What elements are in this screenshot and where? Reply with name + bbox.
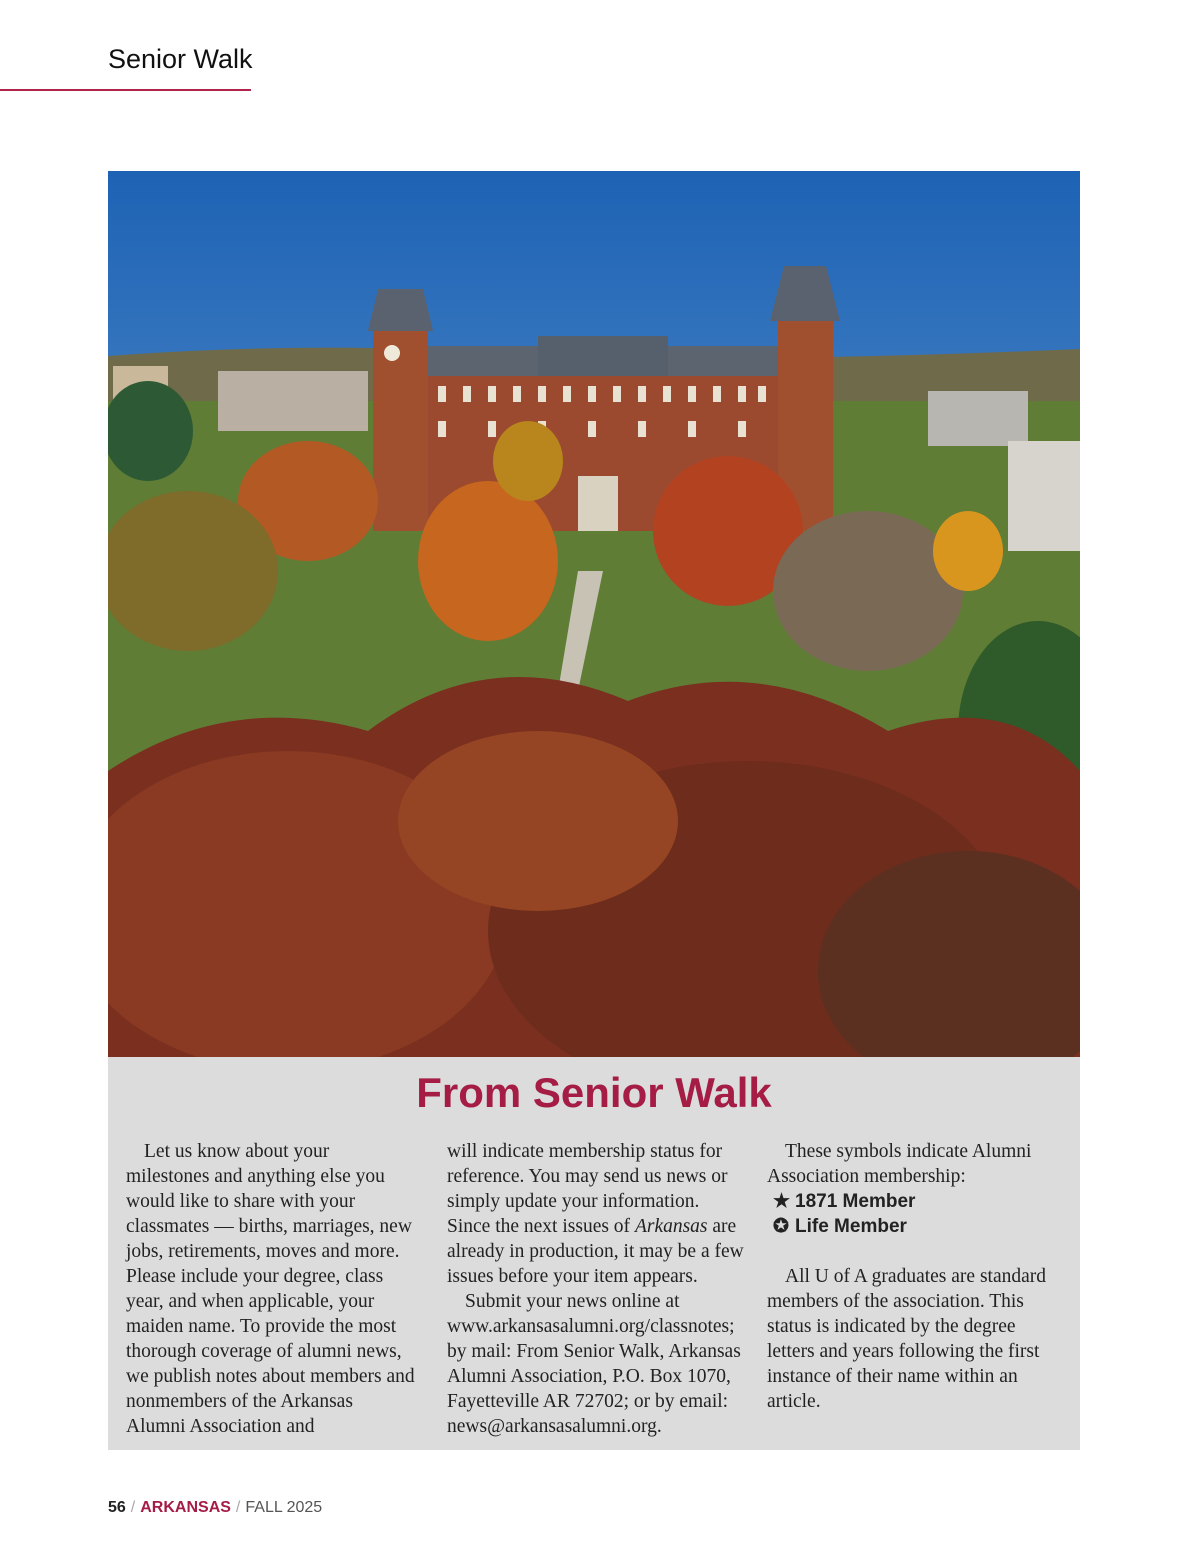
magazine-name: ARKANSAS bbox=[140, 1499, 231, 1516]
symbols-intro: These symbols indicate Alumni Association membership: bbox=[767, 1141, 1032, 1187]
star-icon: ★ bbox=[773, 1191, 791, 1212]
class-notes-info-box bbox=[108, 1057, 1080, 1450]
symbol-label: Life Member bbox=[795, 1216, 907, 1237]
footer-separator: / bbox=[235, 1499, 241, 1516]
issue-label: FALL 2025 bbox=[245, 1499, 323, 1516]
campus-photo bbox=[108, 171, 1080, 1057]
symbol-1871-member bbox=[773, 1189, 1067, 1214]
submission-paragraph: Submit your news online at www.arkansasalumni.org/classnotes; by mail: From Senior Walk, Arkansas Alumni Association, P.O. Box 1070, Fayetteville AR 72702; or by email: news@arkansasalumni.org. bbox=[447, 1291, 741, 1437]
text-run: are already in production, it may be a few issues before your item appears. bbox=[447, 1216, 744, 1287]
circled-star-icon: ✪ bbox=[773, 1216, 789, 1237]
page-number: 56 bbox=[108, 1499, 126, 1516]
section-rule bbox=[0, 89, 251, 91]
footer-separator: / bbox=[130, 1499, 136, 1516]
info-column-1 bbox=[126, 1139, 416, 1439]
info-column-3 bbox=[767, 1139, 1067, 1414]
info-column-2 bbox=[447, 1139, 747, 1439]
magazine-title-italic: Arkansas bbox=[634, 1216, 708, 1237]
text-run: will indicate membership status for reference. You may send us news or simply update your information. Since the next issues of bbox=[447, 1141, 728, 1237]
symbol-life-member bbox=[773, 1214, 1067, 1239]
info-box-title: From Senior Walk bbox=[416, 1069, 772, 1116]
section-title: Senior Walk bbox=[108, 44, 253, 74]
page-footer bbox=[108, 1499, 322, 1517]
info-paragraph: Let us know about your milestones and anything else you would like to share with your classmates — births, marriages, new jobs, retirements, moves and more. Please include your degree, class year, and when applicable, your maiden name. To provide the most thorough coverage of alumni news, we publish notes about members and nonmembers of the Arkansas Alumni Association and bbox=[126, 1141, 415, 1437]
membership-note: All U of A graduates are standard members of the association. This status is indicated by the degree letters and years following the first instance of their name within an article. bbox=[767, 1266, 1047, 1412]
symbol-label: 1871 Member bbox=[795, 1191, 916, 1212]
info-paragraph bbox=[447, 1139, 747, 1289]
